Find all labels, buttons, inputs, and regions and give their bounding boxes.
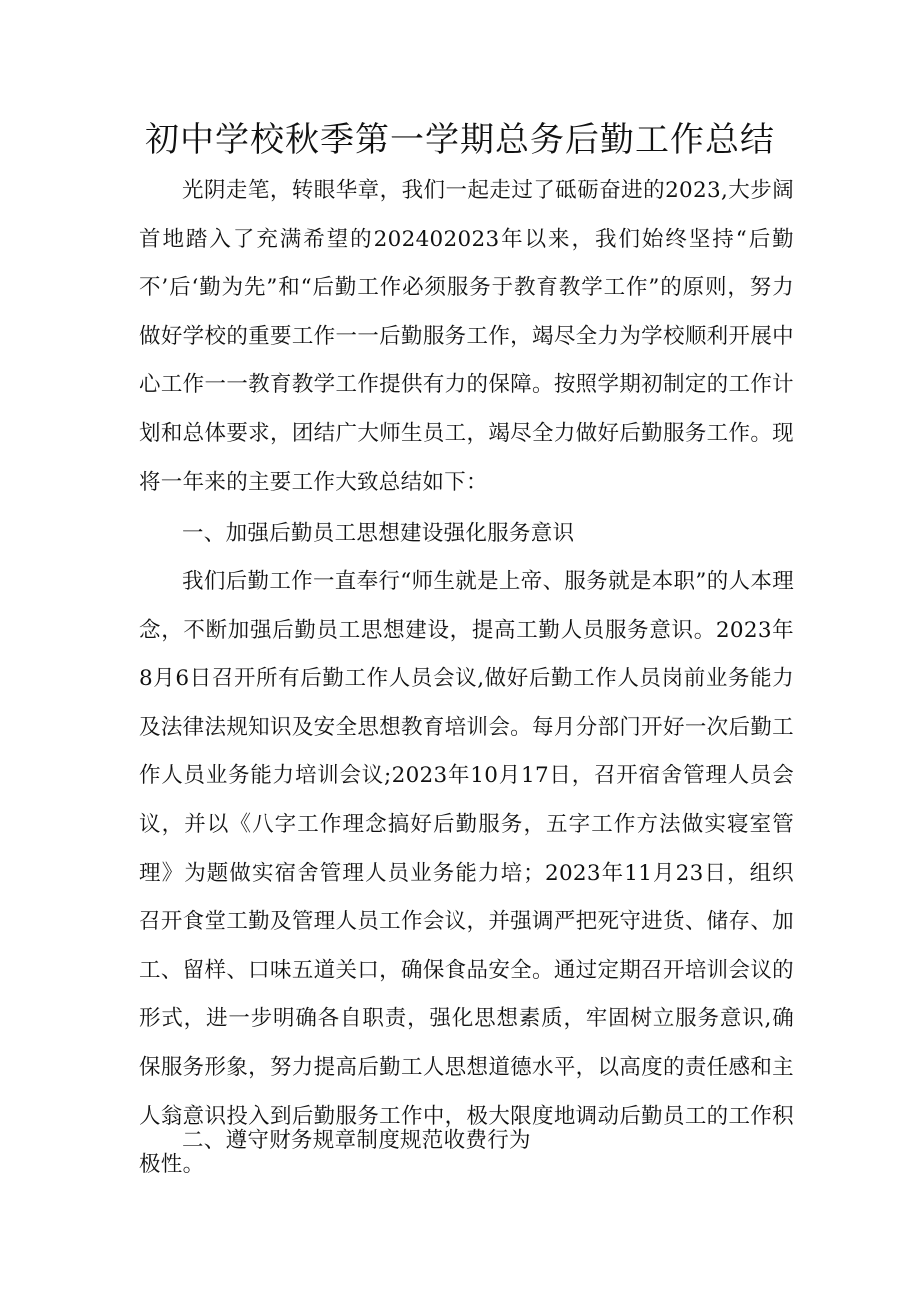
intro-paragraph: 光阴走笔，转眼华章，我们一起走过了砥砺奋进的2023,大步阔首地踏入了充满希望的202402023年以来，我们始终坚持“后勤不’后‘勤为先”和“后勤工作必须服务于教育教学工作”的原则，努力做好学校的重要工作一一后勤服务工作，竭尽全力为学校顺利开展中心工作一一教育教学工作提供有力的保障。按照学期初制定的工作计划和总体要求，团结广大师生员工，竭尽全力做好后勤服务工作。现将一年来的主要工作大致总结如下： [139,178,794,495]
section-1-heading: 一、加强后勤员工思想建设强化服务意识 [182,521,575,546]
section-1-body: 我们后勤工作一直奉行“师生就是上帝、服务就是本职”的人本理念，不断加强后勤员工思想建设，提高工勤人员服务意识。2023年8月6日召开所有后勤工作人员会议,做好后勤工作人员岗前业务能力及法律法规知识及安全思想教育培训会。每月分部门开好一次后勤工作人员业务能力培训会议;2023年10月17日，召开宿舍管理人员会议，并以《八字工作理念搞好后勤服务，五字工作方法做实寝室管理》为题做实宿舍管理人员业务能力培；2023年11月23日，组织召开食堂工勤及管理人员工作会议，并强调严把死守进货、储存、加工、留样、口味五道关口，确保食品安全。通过定期召开培训会议的形式，进一步明确各自职责，强化思想素质，牢固树立服务意识,确保服务形象，努力提高后勤工人思想道德水平，以高度的责任感和主人翁意识投入到后勤服务工作中，极大限度地调动后勤员工的工作积极性。 [139,569,794,1178]
section-2-heading: 二、遵守财务规章制度规范收费行为 [182,1128,531,1153]
document-title: 初中学校秋季第一学期总务后勤工作总结 [145,120,775,160]
